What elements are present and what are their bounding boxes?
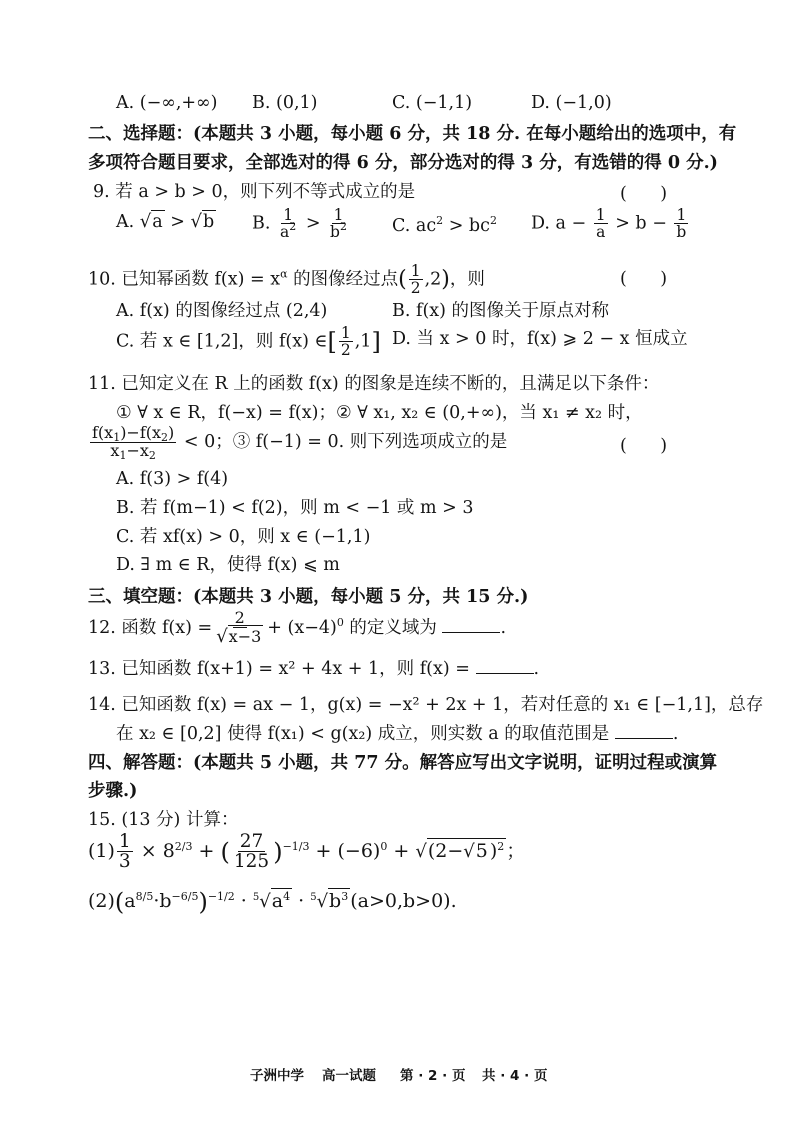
q11-answer-paren: ( ) [620, 436, 668, 456]
q10-stem: 10. 已知幂函数 $f(x) = x^\alpha$ 的图像经过点( $\frac{1}{2}$ ,2)，则 [88, 262, 485, 298]
q9-option-b: B. $\frac{1}{a^2}$ > $\frac{1}{b^2}$ [252, 206, 347, 242]
q15-part-2: $(2)(a^{8/5}\cdot b^{-6/5})^{-1/2} \cdot ^5√a^4 \cdot ^5√b^3$ (a>0,b>0). [88, 888, 457, 916]
footer-school: 子洲中学 [250, 1068, 304, 1084]
q9-option-a: A. √a > √b [116, 211, 215, 232]
section-2-heading-cont: 多项符合题目要求，全部选对的得 6 分，部分选对的得 3 分，有选错的得 0 分.) [88, 153, 718, 173]
q15-part-1: (1) $\frac{1}{3}$ × $8^{2/3}$ + ( $\frac{27}{125}$ )$^{-1/3} + (-6)^0 + √(2-√5$ )$^2$ ； [88, 831, 526, 873]
q10-option-c: C. 若 x ∈ [1,2]，则 f(x) ∈[ $\frac{1}{2}$ ,1] [116, 324, 381, 360]
q8-option-d: D. (−1,0) [531, 93, 612, 113]
q10-answer-paren: ( ) [620, 269, 668, 289]
q11-option-d: D. ∃ m ∈ R，使得 f(x) ⩽ m [116, 555, 340, 575]
q11-option-a: A. f(3) > f(4) [116, 469, 229, 489]
q10-option-d: D. 当 x > 0 时，f(x) ⩾ 2 − x 恒成立 [392, 329, 688, 349]
footer-total-pages: 共 · 4 · 页 [482, 1068, 548, 1084]
footer-exam: 高一试题 [322, 1068, 376, 1084]
q12-text: 12. 函数 f(x) = $\frac{2}{√x-3}$ + $(x-4)^0$ 的定义域为 . [88, 608, 507, 647]
q14-line-2: 在 x₂ ∈ [0,2] 使得 f(x₁) < g(x₂) 成立，则实数 a 的取值范围是 . [116, 724, 679, 744]
q10-option-a: A. f(x) 的图像经过点 (2,4) [116, 301, 328, 321]
q9-option-d: D. a − $\frac{1}{a}$ > b − $\frac{1}{b}$ [531, 206, 687, 242]
section-4-heading: 四、解答题：(本题共 5 小题，共 77 分。解答应写出文字说明，证明过程或演算 [88, 753, 718, 773]
q9-answer-paren: ( ) [620, 184, 668, 204]
footer-page-number: 第 · 2 · 页 [400, 1068, 466, 1084]
q8-option-a: A. (−∞,+∞) [116, 93, 218, 113]
q8-option-c: C. (−1,1) [392, 93, 473, 113]
q13-text: 13. 已知函数 f(x+1) = x² + 4x + 1，则 f(x) = . [88, 659, 540, 679]
section-3-heading: 三、填空题：(本题共 3 小题，每小题 5 分，共 15 分.) [88, 587, 529, 607]
q11-option-b: B. 若 f(m−1) < f(2)，则 m < −1 或 m > 3 [116, 498, 474, 518]
q11-condition-1-2: ① ∀ x ∈ R，f(−x) = f(x)；② ∀ x₁, x₂ ∈ (0,+∞)，当 x₁ ≠ x₂ 时， [116, 403, 643, 423]
q11-option-c: C. 若 xf(x) > 0，则 x ∈ (−1,1) [116, 527, 371, 547]
q11-stem: 11. 已知定义在 R 上的函数 f(x) 的图象是连续不断的，且满足以下条件： [88, 374, 660, 394]
section-2-heading: 二、选择题：(本题共 3 小题，每小题 6 分，共 18 分. 在每小题给出的选项中，有 [88, 124, 737, 144]
q15-heading: 15. (13 分) 计算： [88, 810, 239, 830]
q14-line-1: 14. 已知函数 f(x) = ax − 1，g(x) = −x² + 2x + 1，若对任意的 x₁ ∈ [−1,1]，总存 [88, 695, 764, 715]
q9-option-c: C. $ac^2 > bc^2$ [392, 214, 497, 236]
q8-option-b: B. (0,1) [252, 93, 318, 113]
q9-stem: 9. 若 a > b > 0，则下列不等式成立的是 [93, 182, 416, 202]
section-4-heading-cont: 步骤.) [88, 781, 138, 801]
q11-condition-2-3: $\frac{f(x_1)-f(x_2)}{x_1-x_2}$ < 0；③ f(−1) = 0. 则下列选项成立的是 [92, 423, 508, 462]
q10-option-b: B. f(x) 的图像关于原点对称 [392, 301, 610, 321]
